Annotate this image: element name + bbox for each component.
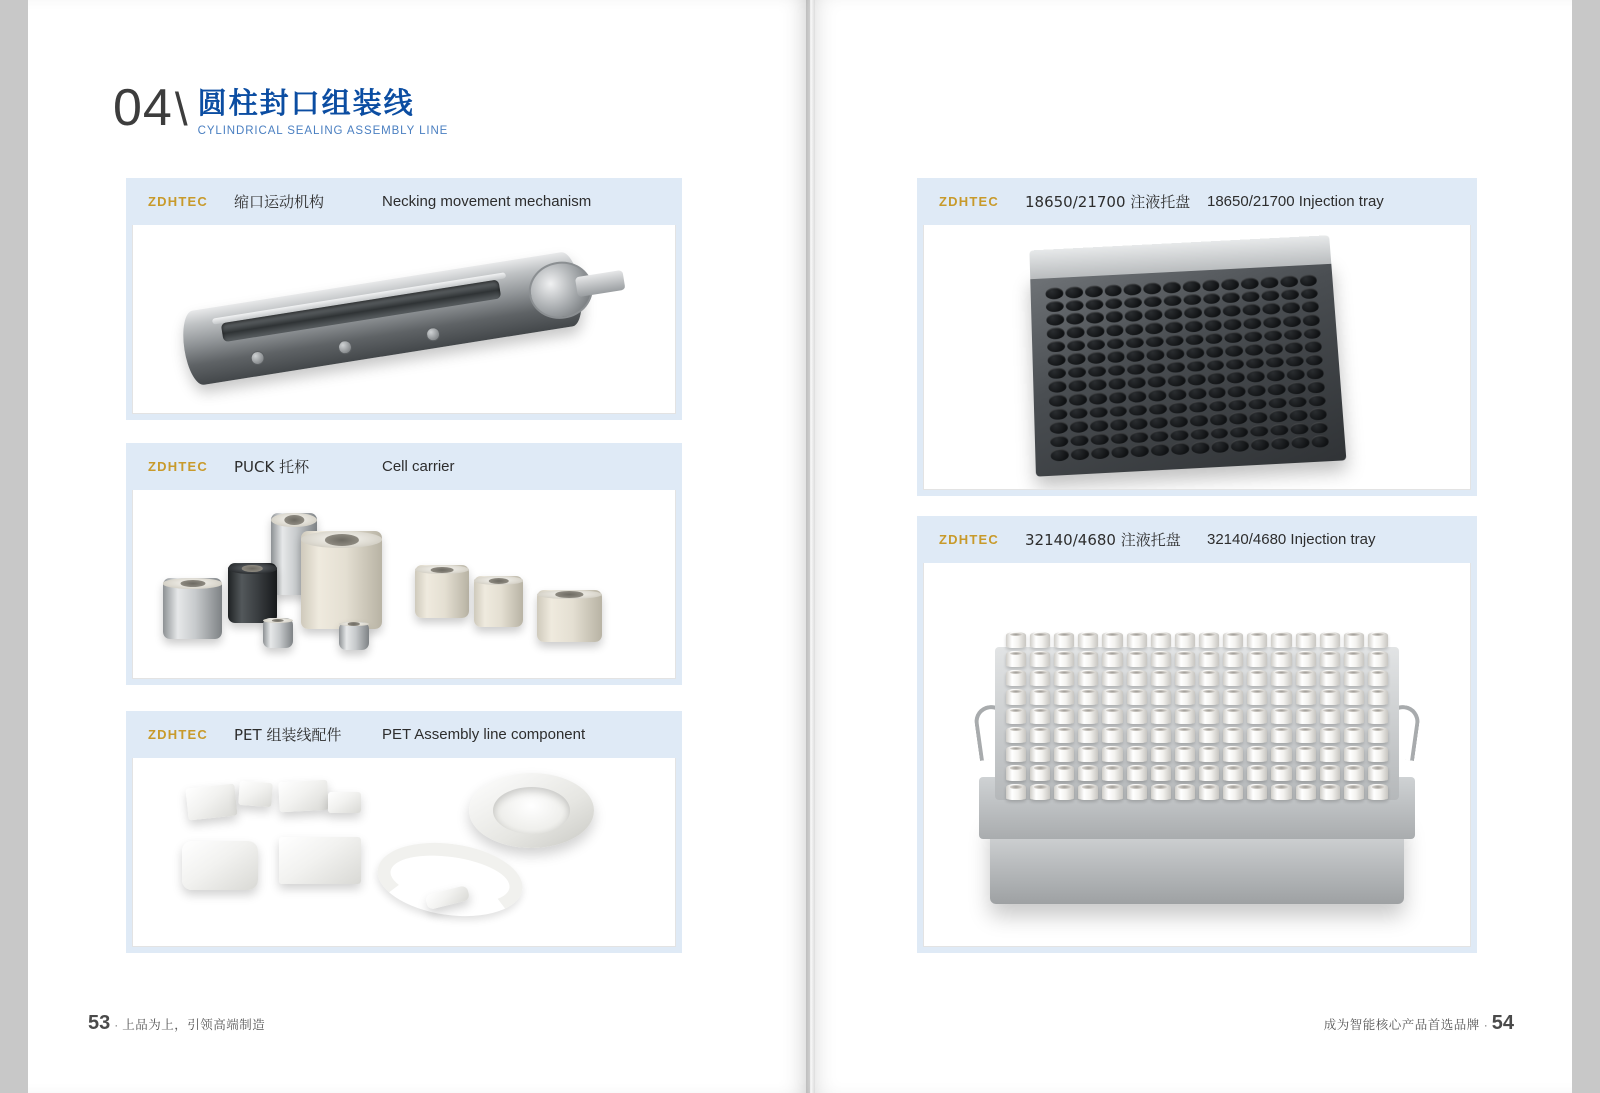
card-injection-tray-18650-21700 [917,178,1477,496]
footer-left [88,1012,265,1035]
card-label-en: Necking movement mechanism [382,193,592,210]
ceramic-block [186,784,238,821]
roller-body [178,250,586,387]
ceramic-block-large [279,837,360,884]
card-label-en: 32140/4680 Injection tray [1207,531,1376,548]
illustration-cell-carriers [133,490,675,678]
roller-bolt [424,327,440,343]
card-photo-pad [126,490,682,679]
tray-body [1030,260,1346,477]
card-photo-pad [917,225,1477,490]
card-pet-assembly-line-component [126,711,682,953]
carrier-cylinder [474,576,523,627]
section-slash: \ [174,83,188,135]
roller-bolt [249,350,265,366]
photo-canvas [133,225,675,413]
tray-hole-grid [1046,274,1330,461]
tray-top-rail [1030,235,1332,279]
tube-grid [1006,632,1388,801]
page-number-left: 53 [88,1012,111,1034]
carrier-cylinder [163,578,223,638]
card-label-en: PET Assembly line component [382,726,586,743]
card-injection-tray-32140-4680 [917,516,1477,953]
section-title-group [198,80,449,137]
carrier-cylinder-small [263,618,293,648]
card-header-bar [917,178,1477,225]
ceramic-ring-inner [493,787,570,834]
illustration-tray-dark [924,225,1470,489]
section-title-cn: 圆柱封口组装线 [197,86,415,120]
card-label-cn: PUCK 托杯 [234,458,310,476]
card-header-bar [126,178,682,225]
footer-dot-right: · [1483,1018,1488,1032]
photo-canvas [924,563,1470,946]
section-header [113,80,448,138]
injection-tray-18650-21700-photo [923,225,1471,490]
card-header-bar [126,711,682,758]
footer-dot-left: · [114,1018,119,1032]
necking-movement-mechanism-photo [132,225,676,414]
photo-canvas [133,758,675,946]
carrier-cylinder [228,563,277,623]
page-right [810,0,1572,1093]
ceramic-arc [373,835,528,926]
illustration-tray-light [924,563,1470,946]
ceramic-block [328,792,361,813]
page-left [28,0,810,1093]
ceramic-ring [469,773,594,848]
illustration-pet-components [133,758,675,946]
pet-assembly-line-component-photo [132,758,676,947]
carrier-cylinder [415,565,469,618]
card-label-cn: PET 组装线配件 [234,726,342,744]
footer-slogan-left: 上品为上，引领高端制造 [122,1017,266,1032]
injection-tray-32140-4680-photo [923,563,1471,947]
roller-bolt [337,339,353,355]
carrier-cylinder-small [339,622,369,650]
footer-slogan-right: 成为智能核心产品首选品牌 [1323,1017,1480,1032]
carrier-cylinder [537,590,602,643]
brand-logo: ZDHTEC [148,459,208,474]
photo-canvas [133,490,675,678]
tray-tube [1006,632,1026,648]
carrier-cylinder [301,531,382,629]
tray-hole [1046,287,1064,299]
cell-carrier-photo [132,490,676,679]
card-necking-movement-mechanism [126,178,682,420]
card-photo-pad [917,563,1477,947]
ceramic-block [238,781,272,808]
illustration-necking-roller [133,225,675,413]
card-label-cn: 32140/4680 注液托盘 [1025,531,1181,549]
card-photo-pad [126,225,682,414]
section-title-en: CYLINDRICAL SEALING ASSEMBLY LINE [197,125,449,137]
footer-right [1324,1012,1514,1035]
card-cell-carrier [126,443,682,685]
card-photo-pad [126,758,682,947]
brand-logo: ZDHTEC [148,727,208,742]
ceramic-block [279,779,329,812]
card-label-en: Cell carrier [382,458,455,475]
brand-logo: ZDHTEC [939,532,999,547]
ceramic-plate [182,841,258,890]
page-number-right: 54 [1491,1012,1514,1034]
card-label-en: 18650/21700 Injection tray [1207,193,1384,210]
photo-canvas [924,225,1470,489]
section-number: 04 [113,79,173,137]
card-label-cn: 缩口运动机构 [234,193,325,211]
card-header-bar [126,443,682,490]
card-label-cn: 18650/21700 注液托盘 [1025,193,1191,211]
brand-logo: ZDHTEC [939,194,999,209]
brand-logo: ZDHTEC [148,194,208,209]
card-header-bar [917,516,1477,563]
